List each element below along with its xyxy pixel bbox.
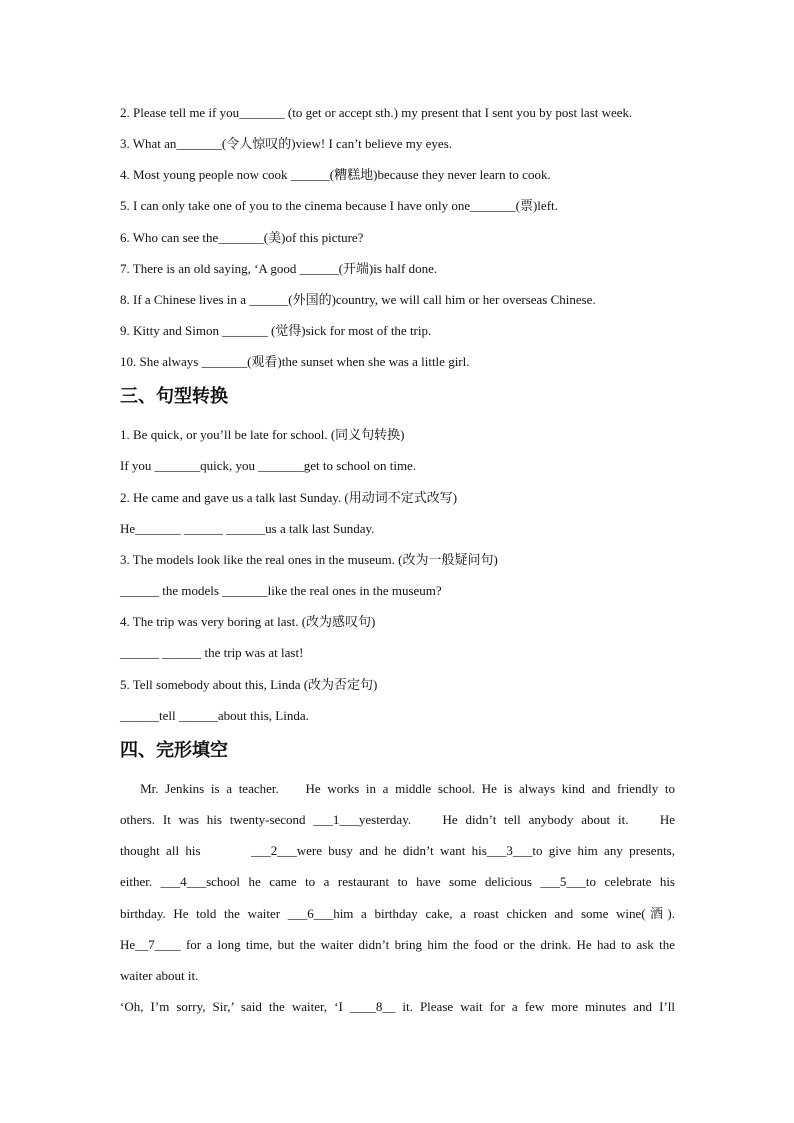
exercise-item-3: 3. What an_______(令人惊叹的)view! I can’t believe my eyes. (120, 136, 453, 151)
section-heading-sentence-transformation: 三、句型转换 (120, 386, 228, 407)
transformation-question-4: 4. The trip was very boring at last. (改为感叹句) (120, 614, 376, 629)
transformation-answer-1: If you _______quick, you _______get to school on time. (120, 458, 417, 473)
cloze-passage-line: thought all his ___2___were busy and he didn’t want his___3___to give him any presents, (120, 843, 675, 858)
cloze-passage-line: Mr. Jenkins is a teacher. He works in a middle school. He is always kind and friendly to (120, 781, 675, 796)
cloze-passage-line: ‘Oh, I’m sorry, Sir,’ said the waiter, ‘I ____8__ it. Please wait for a few more minutes and I’ll (120, 999, 675, 1014)
transformation-answer-4: ______ ______ the trip was at last! (120, 645, 304, 660)
cloze-passage-line: birthday. He told the waiter ___6___him a birthday cake, a roast chicken and some wine(酒). (120, 906, 675, 921)
transformation-answer-5: ______tell ______about this, Linda. (120, 708, 309, 723)
transformation-question-1: 1. Be quick, or you’ll be late for school. (同义句转换) (120, 427, 405, 442)
exercise-item-5: 5. I can only take one of you to the cinema because I have only one_______(票)left. (120, 198, 558, 213)
exercise-item-8: 8. If a Chinese lives in a ______(外国的)country, we will call him or her overseas Chinese. (120, 292, 596, 307)
exercise-item-4: 4. Most young people now cook ______(糟糕地)because they never learn to cook. (120, 167, 551, 182)
cloze-passage-line: either. ___4___school he came to a restaurant to have some delicious ___5___to celebrate his (120, 874, 675, 889)
exercise-item-6: 6. Who can see the_______(美)of this picture? (120, 230, 364, 245)
exercise-item-2: 2. Please tell me if you_______ (to get or accept sth.) my present that I sent you by post last week. (120, 105, 633, 120)
cloze-passage-line: He__7____ for a long time, but the waiter didn’t bring him the food or the drink. He had to ask the (120, 937, 675, 952)
transformation-question-3: 3. The models look like the real ones in the museum. (改为一般疑问句) (120, 552, 498, 567)
transformation-answer-2: He_______ ______ ______us a talk last Sunday. (120, 521, 375, 536)
transformation-answer-3: ______ the models _______like the real ones in the museum? (120, 583, 442, 598)
exercise-item-9: 9. Kitty and Simon _______ (觉得)sick for most of the trip. (120, 323, 432, 338)
transformation-question-2: 2. He came and gave us a talk last Sunday. (用动词不定式改写) (120, 490, 458, 505)
cloze-passage-line: others. It was his twenty-second ___1___yesterday. He didn’t tell anybody about it. He (120, 812, 675, 827)
section-heading-cloze: 四、完形填空 (120, 740, 228, 761)
exercise-item-10: 10. She always _______(观看)the sunset when she was a little girl. (120, 354, 470, 369)
cloze-passage-line: waiter about it. (120, 968, 199, 983)
exercise-item-7: 7. There is an old saying, ‘A good ______(开端)is half done. (120, 261, 438, 276)
transformation-question-5: 5. Tell somebody about this, Linda (改为否定句) (120, 677, 378, 692)
